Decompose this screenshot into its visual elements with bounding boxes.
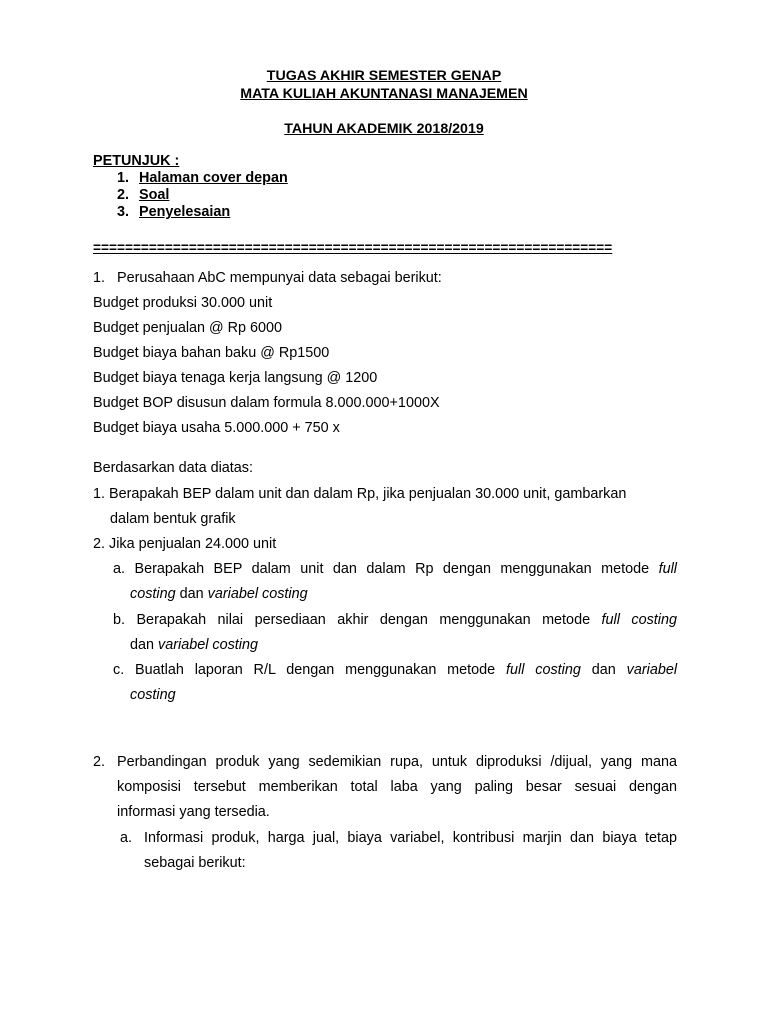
q1-sub2-c-line1 <box>113 662 677 678</box>
q1-sub2-b-italic: variabel costing <box>158 637 259 653</box>
separator-line: ================================================================= <box>93 240 613 255</box>
q2-a-line2: sebagai berikut: <box>144 855 246 871</box>
q1-data-line: Budget penjualan @ Rp 6000 <box>93 320 283 336</box>
q1-sub1-line2: dalam bentuk grafik <box>110 511 236 527</box>
q2-line3: informasi yang tersedia. <box>117 804 270 820</box>
q1-data-line: Budget biaya usaha 5.000.000 + 750 x <box>93 420 340 436</box>
q2-a-line1: Informasi produk, harga jual, biaya variabel, kontribusi marjin dan biaya tetap <box>144 830 677 846</box>
q1-sub2-b-text: b. Berapakah nilai persediaan akhir dengan menggunakan metode <box>113 612 591 628</box>
title-semester: TUGAS AKHIR SEMESTER GENAP <box>266 68 502 84</box>
q1-sub2-c-italic: variabel <box>626 662 678 678</box>
q2-line1: Perbandingan produk yang sedemikian rupa, untuk diproduksi /dijual, yang mana <box>117 754 677 770</box>
petunjuk-item-number: 2. <box>117 187 130 203</box>
petunjuk-item-text: Soal <box>139 187 170 203</box>
q1-sub2-b-italic: full costing <box>601 612 678 628</box>
petunjuk-item-text: Penyelesaian <box>139 204 231 220</box>
q1-intro-text: Perusahaan AbC mempunyai data sebagai berikut: <box>117 270 442 286</box>
q1-sub2: 2. Jika penjualan 24.000 unit <box>93 536 277 552</box>
q1-data-line: Budget produksi 30.000 unit <box>93 295 273 311</box>
q1-data-line: Budget biaya tenaga kerja langsung @ 1200 <box>93 370 378 386</box>
petunjuk-item-text: Halaman cover depan <box>139 170 288 186</box>
q1-sub1-line1: 1. Berapakah BEP dalam unit dan dalam Rp, jika penjualan 30.000 unit, gambarkan <box>93 486 627 502</box>
q1-sub2-a-italic: variabel costing <box>207 586 308 602</box>
q1-sub2-c-text: dan <box>591 662 616 678</box>
q2-a-number: a. <box>120 830 133 846</box>
q1-sub2-a-line1 <box>113 561 677 577</box>
q1-sub2-a-line2 <box>130 586 308 602</box>
q1-sub2-a-text: a. Berapakah BEP dalam unit dan dalam Rp dengan menggunakan metode <box>113 561 650 577</box>
q1-data-line: Budget biaya bahan baku @ Rp1500 <box>93 345 330 361</box>
q1-sub2-c-line2 <box>130 687 176 703</box>
petunjuk-item-number: 1. <box>117 170 130 186</box>
petunjuk-item <box>117 170 288 186</box>
q2-line2: komposisi tersebut memberikan total laba yang paling besar sesuai dengan <box>117 779 677 795</box>
petunjuk-item <box>117 187 169 203</box>
q1-basis: Berdasarkan data diatas: <box>93 460 253 476</box>
petunjuk-item <box>117 204 230 220</box>
q1-sub2-c-text: c. Buatlah laporan R/L dengan menggunakan metode <box>113 662 496 678</box>
q1-sub2-b-line2 <box>130 637 258 653</box>
q1-sub2-b-text: dan <box>130 637 159 653</box>
title-course: MATA KULIAH AKUNTANASI MANAJEMEN <box>240 86 528 102</box>
q2-number: 2. <box>93 754 106 770</box>
q1-intro <box>93 270 442 286</box>
petunjuk-label: PETUNJUK : <box>93 153 180 169</box>
q1-sub2-c-italic: full costing <box>506 662 581 678</box>
q1-data-line: Budget BOP disusun dalam formula 8.000.000+1000X <box>93 395 440 411</box>
q1-sub2-c-italic: costing <box>130 687 176 703</box>
q1-sub2-a-italic: full <box>658 561 678 577</box>
q1-sub2-a-text: dan <box>175 586 208 602</box>
q1-sub2-a-italic: costing <box>130 586 176 602</box>
q1-sub2-b-line1 <box>113 612 677 628</box>
petunjuk-item-number: 3. <box>117 204 130 220</box>
q1-number: 1. <box>93 270 106 286</box>
title-academic-year: TAHUN AKADEMIK 2018/2019 <box>284 121 484 137</box>
